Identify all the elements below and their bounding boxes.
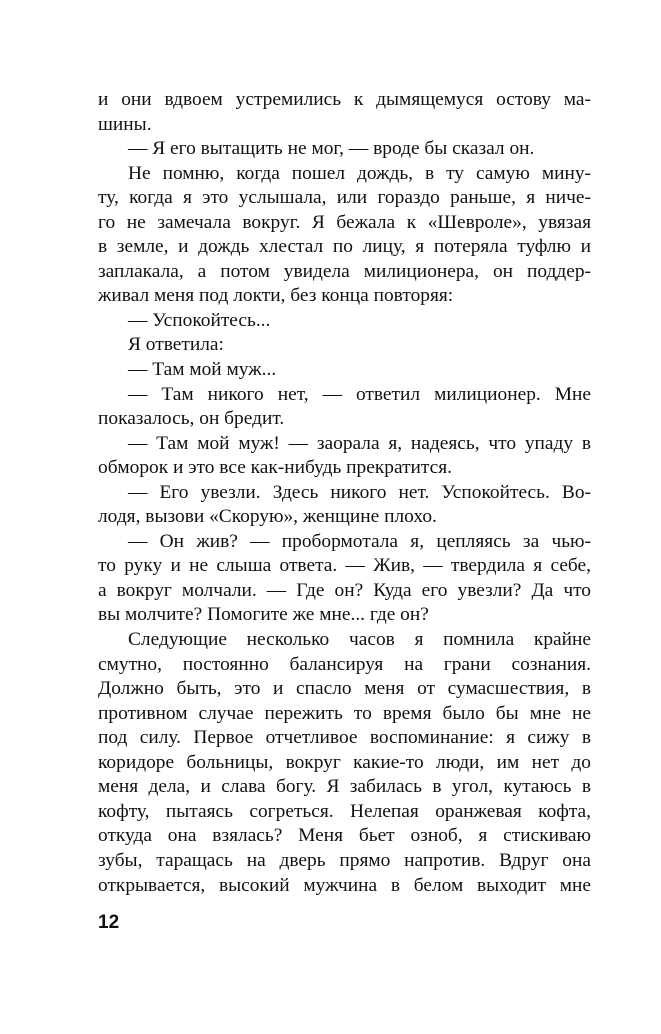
text-line: — Его увезли. Здесь никого нет. Успокойтесь. Во-	[128, 481, 591, 503]
text-line: Я ответила:	[128, 334, 224, 356]
text-line: коридоре больницы, вокруг какие-то люди, им нет до	[98, 751, 591, 773]
text-line: зубы, таращась на дверь прямо напротив. Вдруг она	[98, 849, 591, 871]
text-line: Должно быть, это и спасло меня от сумасшествия, в	[98, 678, 591, 700]
text-line: — Успокойтесь...	[128, 309, 271, 331]
text-line: обморок и это все как-нибудь прекратится.	[98, 457, 453, 479]
text-line: под силу. Первое отчетливое воспоминание: я сижу в	[98, 727, 591, 749]
text-line: — Я его вытащить не мог, — вроде бы сказал он.	[128, 138, 535, 160]
text-line: а вокруг молчали. — Где он? Куда его увезли? Да что	[98, 579, 591, 601]
text-line: шины.	[98, 113, 152, 135]
page-number: 12	[98, 912, 120, 933]
text-line: и они вдвоем устремились к дымящемуся остову ма-	[98, 89, 591, 110]
text-line: — Там мой муж! — заорала я, надеясь, что упаду в	[128, 432, 591, 454]
text-line: противном случае пережить то время было бы мне не	[98, 702, 591, 724]
text-line: заплакала, а потом увидела милиционера, он поддер-	[98, 260, 591, 282]
page-body-text	[98, 88, 591, 898]
text-line: меня дела, и слава богу. Я забилась в угол, кутаюсь в	[98, 776, 591, 798]
text-line: откуда она взялась? Меня бьет озноб, я стискиваю	[98, 825, 591, 847]
text-line: Следующие несколько часов я помнила крайне	[128, 629, 591, 651]
text-line: — Там мой муж...	[128, 359, 277, 381]
text-line: Не помню, когда пошел дождь, в ту самую мину-	[128, 162, 591, 184]
text-line: го не замечала вокруг. Я бежала к «Шевроле», увязая	[98, 211, 591, 233]
text-line: вы молчите? Помогите же мне... где он?	[98, 604, 429, 626]
text-line: ту, когда я это услышала, или гораздо раньше, я ниче-	[98, 187, 591, 209]
text-line: открывается, высокий мужчина в белом выходит мне	[98, 874, 591, 896]
text-line: смутно, постоянно балансируя на грани сознания.	[98, 653, 591, 675]
text-line: кофту, пытаясь согреться. Нелепая оранжевая кофта,	[98, 800, 591, 822]
text-line: в земле, и дождь хлестал по лицу, я потеряла туфлю и	[98, 236, 591, 258]
text-line: — Он жив? — пробормотала я, цепляясь за чью-	[128, 530, 591, 552]
text-line: лодя, вызови «Скорую», женщине плохо.	[98, 506, 437, 528]
text-line: живал меня под локти, без конца повторяя:	[98, 285, 454, 307]
text-line: то руку и не слыша ответа. — Жив, — твердила я себе,	[98, 555, 591, 577]
text-line: показалось, он бредит.	[98, 408, 285, 430]
text-line: — Там никого нет, — ответил милиционер. Мне	[128, 383, 591, 405]
